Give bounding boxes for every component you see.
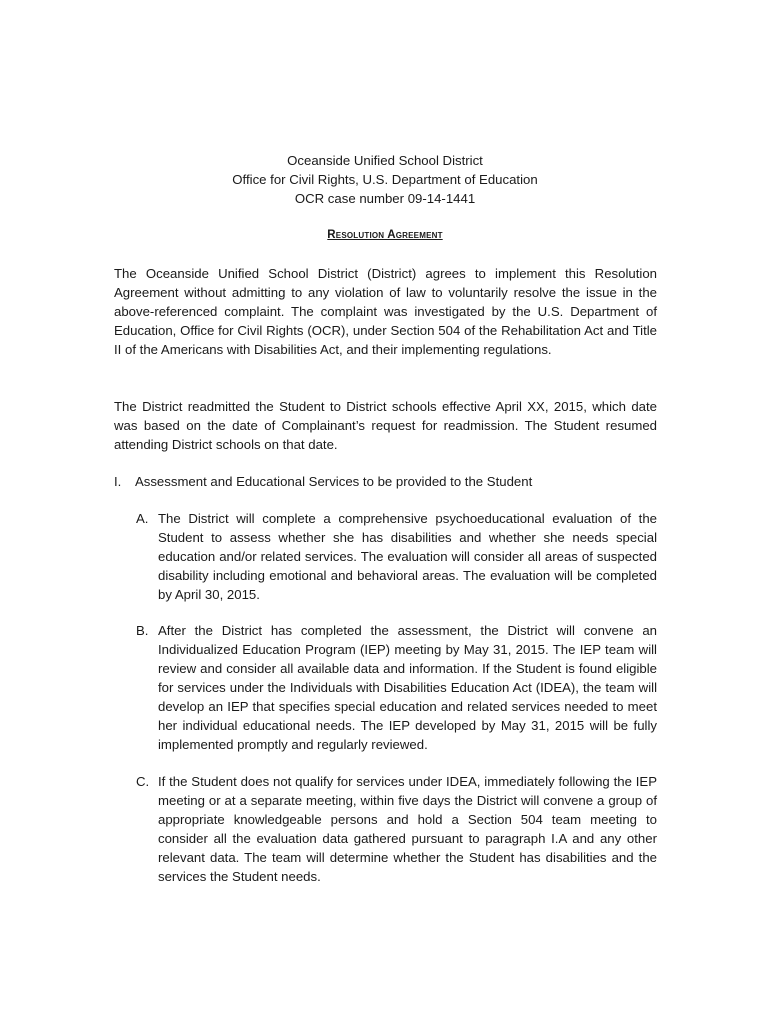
readmission-paragraph: The District readmitted the Student to District schools effective April XX, 2015, which date was based on the date of Complainant’s request for readmission. The Student resumed attending District schools on that date. xyxy=(114,399,657,452)
item-text: The District will complete a comprehensive psychoeducational evaluation of the Student to assess whether she has disabilities and whether she needs special education and/or related services. The evaluation will consider all areas of suspected disability including emotional and behavioral areas. The evaluation will be completed by April 30, 2015. xyxy=(158,511,657,602)
item-text: After the District has completed the assessment, the District will convene an Individualized Education Program (IEP) meeting by May 31, 2015. The IEP team will review and consider all available data and information. If the Student is found eligible for services under the Individuals with Disabilities Education Act (IDEA), the team will develop an IEP that specifies special education and related services needed to meet her individual educational needs. The IEP developed by May 31, 2015 will be fully implemented promptly and regularly reviewed. xyxy=(158,623,657,752)
item-text: If the Student does not qualify for services under IDEA, immediately following the IEP meeting or at a separate meeting, within five days the District will convene a group of appropriate knowledgeable persons and hold a Section 504 team meeting to consider all the evaluation data gathered pursuant to paragraph I.A and any other relevant data. The team will determine whether the Student has disabilities and the services the Student needs. xyxy=(158,774,657,884)
list-item-a xyxy=(136,509,657,604)
document-title: Resolution Agreement xyxy=(327,229,443,241)
item-letter: B. xyxy=(136,623,149,638)
section-heading xyxy=(114,472,532,491)
section-number: I. xyxy=(114,474,122,489)
list-item-c xyxy=(136,772,657,886)
district-name: Oceanside Unified School District xyxy=(287,153,483,168)
office-name: Office for Civil Rights, U.S. Department of Education xyxy=(232,172,538,187)
item-letter: C. xyxy=(136,774,150,789)
document-header xyxy=(0,151,770,208)
list-item-b xyxy=(136,621,657,754)
section-title: Assessment and Educational Services to be provided to the Student xyxy=(134,474,533,489)
item-letter: A. xyxy=(136,511,149,526)
intro-paragraph: The Oceanside Unified School District (District) agrees to implement this Resolution Agreement without admitting to any violation of law to voluntarily resolve the issue in the above-referenced complaint. The complaint was investigated by the U.S. Department of Education, Office for Civil Rights (OCR), under Section 504 of the Rehabilitation Act and Title II of the Americans with Disabilities Act, and their implementing regulations. xyxy=(114,266,657,357)
case-number: OCR case number 09-14-1441 xyxy=(294,191,476,206)
